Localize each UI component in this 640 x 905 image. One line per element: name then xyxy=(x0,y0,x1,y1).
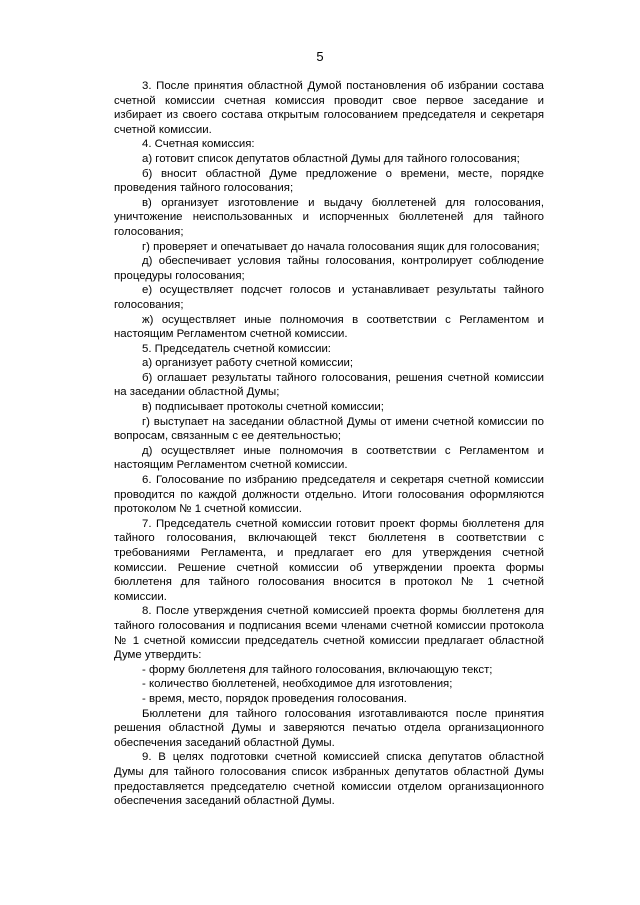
list-item-4g: ж) осуществляет иные полномочия в соответствии с Регламентом и настоящим Регламентом счетной комиссии. xyxy=(114,313,544,341)
list-item-5c: в) подписывает протоколы счетной комиссии; xyxy=(142,401,384,414)
dash-item-quantity: - количество бюллетеней, необходимое для изготовления; xyxy=(142,678,453,691)
paragraph-7: 7. Председатель счетной комиссии готовит проект формы бюллетеня для тайного голосования, включающей текст бюллетеня в соответствии с требованиями Регламента, и предлагает его для утверждения счетной комиссии. Решение счетной комиссии об утверждении проекта формы бюллетеня для тайного голосования вносится в протокол № 1 счетной комиссии. xyxy=(114,517,544,603)
list-item-4c: в) организует изготовление и выдачу бюллетеней для голосования, уничтожение неиспользованных и испорченных бюллетеней для тайного голосования; xyxy=(114,196,544,238)
page-number: 5 xyxy=(316,49,324,64)
paragraph-8: 8. После утверждения счетной комиссией проекта формы бюллетеня для тайного голосования и подписания всеми членами счетной комиссии протокола № 1 счетной комиссии председатель счетной комиссии предлагает областной Думе утвердить: xyxy=(114,605,544,662)
list-item-5b: б) оглашает результаты тайного голосования, решения счетной комиссии на заседании областной Думы; xyxy=(114,371,544,399)
dash-item-form: - форму бюллетеня для тайного голосования, включающую текст; xyxy=(142,663,493,676)
list-item-4b: б) вносит областной Думе предложение о времени, месте, порядке проведения тайного голосования; xyxy=(114,167,544,195)
dash-item-time: - время, место, порядок проведения голосования. xyxy=(142,692,407,705)
paragraph-ballots: Бюллетени для тайного голосования изготавливаются после принятия решения областной Думы и заверяются печатью отдела организационного обеспечения заседаний областной Думы. xyxy=(114,707,544,749)
list-item-5a: а) организует работу счетной комиссии; xyxy=(142,357,354,370)
list-item-5d: г) выступает на заседании областной Думы от имени счетной комиссии по вопросам, связанным с ее деятельностью; xyxy=(114,415,544,443)
list-item-4a: а) готовит список депутатов областной Думы для тайного голосования; xyxy=(142,152,520,165)
document-body xyxy=(114,79,544,809)
paragraph-5-heading: 5. Председатель счетной комиссии: xyxy=(142,342,331,355)
paragraph-9: 9. В целях подготовки счетной комиссией списка депутатов областной Думы для тайного голосования список избранных депутатов областной Думы предоставляется председателю счетной комиссии отделом организационного обеспечения заседаний областной Думы. xyxy=(114,751,544,808)
paragraph-4-heading: 4. Счетная комиссия: xyxy=(142,138,255,151)
list-item-4e: д) обеспечивает условия тайны голосования, контролирует соблюдение процедуры голосования; xyxy=(114,255,544,282)
list-item-4f: е) осуществляет подсчет голосов и устанавливает результаты тайного голосования; xyxy=(114,284,544,311)
paragraph-6: 6. Голосование по избранию председателя и секретаря счетной комиссии проводится по каждой должности отдельно. Итоги голосования оформляются протоколом № 1 счетной комиссии. xyxy=(114,474,544,516)
list-item-4d: г) проверяет и опечатывает до начала голосования ящик для голосования; xyxy=(142,240,540,253)
paragraph-3: 3. После принятия областной Думой постановления об избрании состава счетной комиссии счетная комиссия проводит свое первое заседание и избирает из своего состава открытым голосованием председателя и секретаря счетной комиссии. xyxy=(114,80,544,136)
list-item-5e: д) осуществляет иные полномочия в соответствии с Регламентом и настоящим Регламентом счетной комиссии. xyxy=(114,444,544,472)
